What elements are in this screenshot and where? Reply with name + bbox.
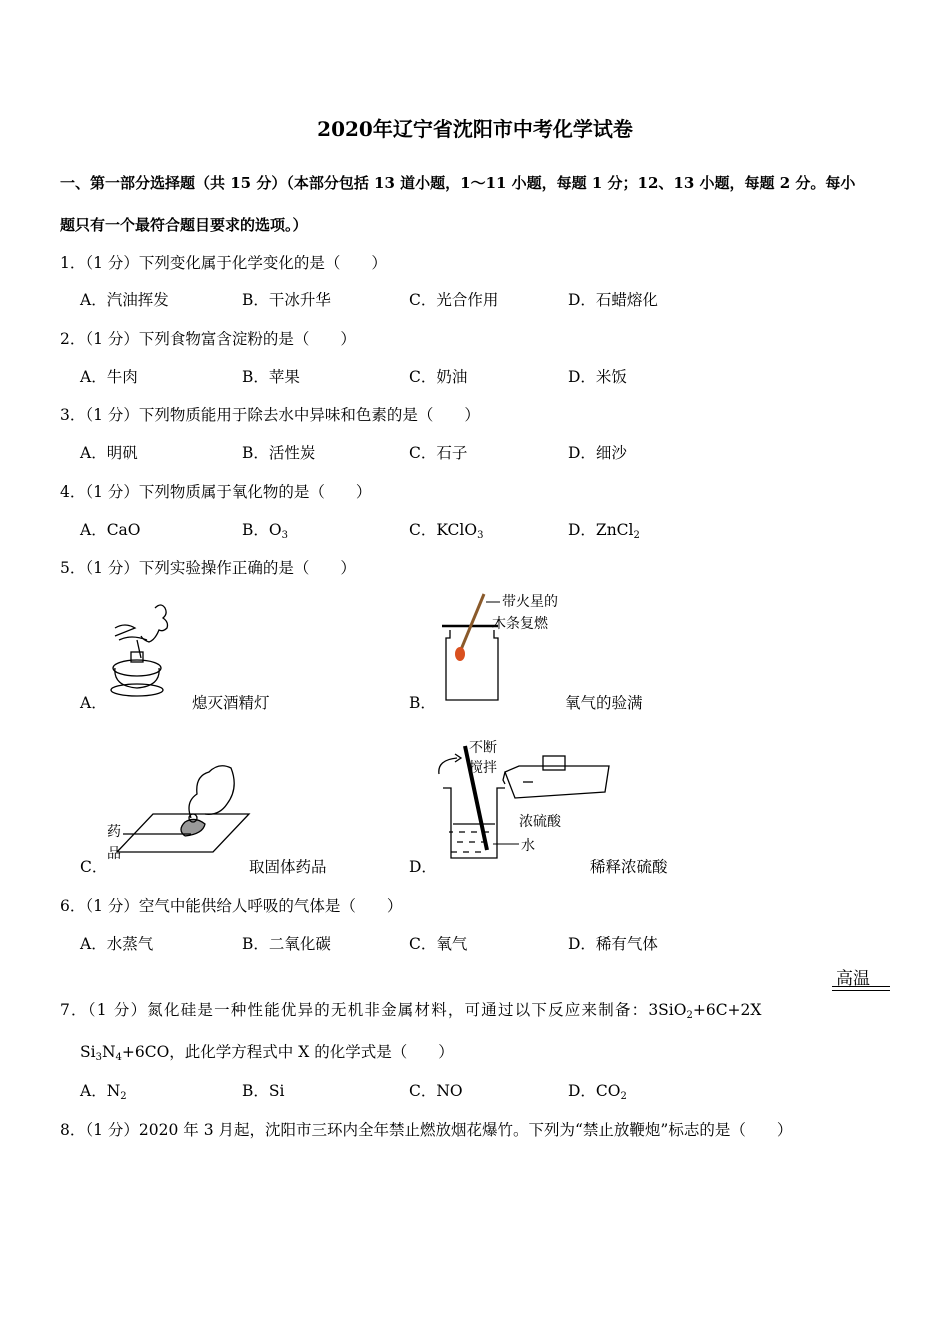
q5-a-caption: 熄灭酒精灯 bbox=[192, 694, 270, 712]
q4-option-d[interactable]: D．ZnCl$_2$ bbox=[568, 521, 640, 541]
q5-option-a[interactable]: A． bbox=[80, 694, 107, 712]
q5-option-b[interactable]: B． bbox=[409, 694, 436, 712]
condition-line-top bbox=[832, 986, 890, 987]
q4-option-a[interactable]: A．CaO bbox=[80, 521, 141, 539]
question-7-stem: 7．（1 分）氮化硅是一种性能优异的无机非金属材料，可通过以下反应来制备：3SiO$_2$+6C+2X bbox=[60, 1001, 762, 1021]
q5-d-label3: 浓硫酸 bbox=[519, 814, 561, 830]
q7-option-d[interactable]: D．$CO_2$ bbox=[568, 1082, 627, 1102]
q1-option-b[interactable]: B．干冰升华 bbox=[242, 291, 331, 309]
q5-d-label4: 水 bbox=[521, 838, 535, 854]
question-5-stem: 5．（1 分）下列实验操作正确的是（ ） bbox=[60, 559, 356, 577]
q3-option-c[interactable]: C．石子 bbox=[409, 444, 468, 462]
q3-option-a[interactable]: A．明矾 bbox=[80, 444, 138, 462]
question-1-stem: 1．（1 分）下列变化属于化学变化的是（ ） bbox=[60, 254, 387, 272]
q7-option-a[interactable]: A．$N_2$ bbox=[80, 1082, 127, 1102]
question-4-stem: 4．（1 分）下列物质属于氧化物的是（ ） bbox=[60, 483, 372, 501]
q2-option-c[interactable]: C．奶油 bbox=[409, 368, 468, 386]
q5-b-label1: 带火星的 bbox=[502, 594, 558, 610]
q5-d-label2: 搅拌 bbox=[469, 760, 497, 776]
q4-option-b[interactable]: B．$O_3$ bbox=[242, 521, 288, 541]
q3-option-b[interactable]: B．活性炭 bbox=[242, 444, 316, 462]
q1-option-a[interactable]: A．汽油挥发 bbox=[80, 291, 169, 309]
q2-option-d[interactable]: D．米饭 bbox=[568, 368, 627, 386]
q5-d-label1: 不断 bbox=[469, 740, 497, 756]
q5-b-label2: 木条复燃 bbox=[492, 616, 548, 632]
q6-option-a[interactable]: A．水蒸气 bbox=[80, 935, 154, 953]
question-2-stem: 2．（1 分）下列食物富含淀粉的是（ ） bbox=[60, 330, 356, 348]
figure-alcohol-lamp bbox=[105, 600, 195, 705]
q5-d-caption: 稀释浓硫酸 bbox=[590, 858, 668, 876]
q1-option-d[interactable]: D．石蜡熔化 bbox=[568, 291, 658, 309]
condition-line-bottom bbox=[832, 990, 890, 991]
question-6-stem: 6．（1 分）空气中能供给人呼吸的气体是（ ） bbox=[60, 897, 403, 915]
reaction-condition: 高温 bbox=[836, 969, 870, 989]
q3-option-d[interactable]: D．细沙 bbox=[568, 444, 627, 462]
section-heading-line2: 题只有一个最符合题目要求的选项。） bbox=[60, 216, 308, 234]
q5-c-caption: 取固体药品 bbox=[249, 858, 327, 876]
q1-option-c[interactable]: C．光合作用 bbox=[409, 291, 499, 309]
q5-option-c[interactable]: C． bbox=[80, 858, 108, 876]
question-8-stem: 8．（1 分）2020 年 3 月起，沈阳市三环内全年禁止燃放烟花爆竹。下列为“禁止放鞭炮”标志的是（ ） bbox=[60, 1121, 793, 1139]
q5-c-label1: 药 bbox=[107, 824, 121, 840]
q6-option-b[interactable]: B．二氧化碳 bbox=[242, 935, 331, 953]
question-7-stem-cont: $Si_3N_4+6CO$，此化学方程式中 X 的化学式是（ ） bbox=[80, 1043, 454, 1063]
q2-option-b[interactable]: B．苹果 bbox=[242, 368, 300, 386]
q5-b-caption: 氧气的验满 bbox=[565, 694, 643, 712]
q4-option-c[interactable]: C．KClO$_3$ bbox=[409, 521, 484, 541]
q2-option-a[interactable]: A．牛肉 bbox=[80, 368, 138, 386]
q6-option-c[interactable]: C．氧气 bbox=[409, 935, 468, 953]
q7-option-c[interactable]: C．NO bbox=[409, 1082, 463, 1100]
question-3-stem: 3．（1 分）下列物质能用于除去水中异味和色素的是（ ） bbox=[60, 406, 480, 424]
page-title: 2020年辽宁省沈阳市中考化学试卷 bbox=[317, 117, 633, 141]
q5-option-d[interactable]: D． bbox=[409, 858, 437, 876]
figure-dilute-acid bbox=[435, 738, 605, 868]
q7-option-b[interactable]: B．Si bbox=[242, 1082, 285, 1100]
q6-option-d[interactable]: D．稀有气体 bbox=[568, 935, 658, 953]
figure-solid-drug bbox=[105, 760, 255, 870]
q5-c-label2: 品 bbox=[107, 846, 121, 862]
figure-oxygen-test bbox=[438, 590, 578, 705]
section-heading-line1: 一、第一部分选择题（共 15 分）（本部分包括 13 道小题，1～11 小题，每题 1 分；12、13 小题，每题 2 分。每小 bbox=[60, 174, 856, 192]
